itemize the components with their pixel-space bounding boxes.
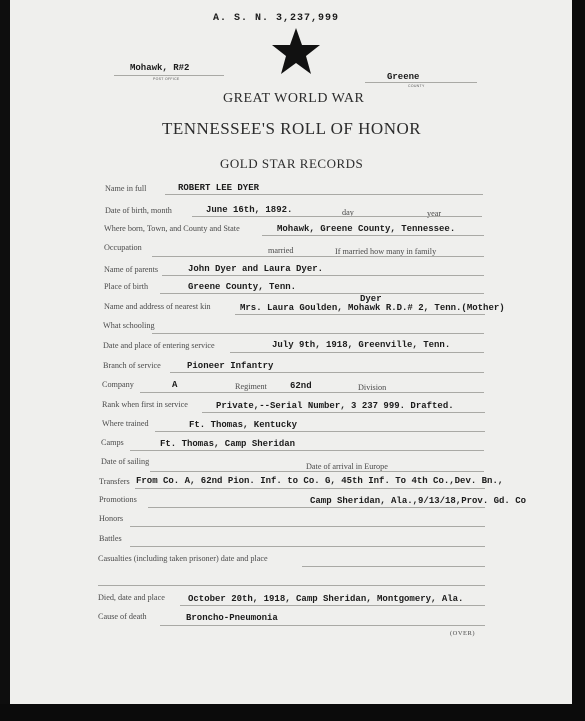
value-born: Mohawk, Greene County, Tennessee. xyxy=(277,224,456,234)
label-arrival: Date of arrival in Europe xyxy=(306,462,388,471)
label-regiment: Regiment xyxy=(235,382,267,391)
county-caption: COUNTY xyxy=(408,84,425,88)
title-gold-star-records: GOLD STAR RECORDS xyxy=(220,156,364,171)
label-schooling: What schooling xyxy=(103,321,155,330)
label-born: Where born, Town, and County and State xyxy=(104,224,240,233)
label-parents: Name of parents xyxy=(104,265,159,274)
value-died: October 20th, 1918, Camp Sheridan, Montgomery, Ala. xyxy=(188,594,464,604)
label-trained: Where trained xyxy=(102,419,149,428)
value-parents: John Dyer and Laura Dyer. xyxy=(188,264,324,274)
label-name: Name in full xyxy=(105,184,147,193)
label-cause: Cause of death xyxy=(98,612,147,621)
star-icon xyxy=(268,26,324,78)
label-camps: Camps xyxy=(101,438,124,447)
record-card xyxy=(10,0,572,704)
value-cause: Broncho-Pneumonia xyxy=(186,613,278,623)
label-family: If married how many in family xyxy=(335,247,437,256)
asn-number: A. S. N. 3,237,999 xyxy=(213,13,340,24)
label-battles: Battles xyxy=(99,534,122,543)
value-trained: Ft. Thomas, Kentucky xyxy=(189,420,298,430)
label-branch: Branch of service xyxy=(103,361,161,370)
label-day: day xyxy=(342,208,354,217)
value-camps: Ft. Thomas, Camp Sheridan xyxy=(160,439,296,449)
label-entering: Date and place of entering service xyxy=(103,341,215,350)
label-dob: Date of birth, month xyxy=(105,206,172,215)
scan-border-bottom xyxy=(0,704,585,721)
title-roll-of-honor: TENNESSEE'S ROLL OF HONOR xyxy=(162,119,422,138)
label-place-of-birth: Place of birth xyxy=(104,282,149,291)
over-note: (OVER) xyxy=(450,630,476,637)
scan-border-right xyxy=(572,0,585,721)
label-division: Division xyxy=(358,383,387,392)
label-married: married xyxy=(268,246,294,255)
value-name: ROBERT LEE DYER xyxy=(178,183,260,193)
label-year: year xyxy=(427,209,442,218)
label-honors: Honors xyxy=(99,514,124,523)
label-company: Company xyxy=(102,380,134,389)
label-sailing: Date of sailing xyxy=(101,457,150,466)
post-office-caption: POST OFFICE xyxy=(153,77,180,81)
label-occupation: Occupation xyxy=(104,243,142,252)
value-kin: Mrs. Laura Goulden, Mohawk R.D.# 2, Tenn.(Mother) xyxy=(240,303,505,313)
value-transfers-continued: Camp Sheridan, Ala.,9/13/18,Prov. Gd. Co xyxy=(310,496,527,506)
label-transfers: Transfers xyxy=(99,477,130,486)
label-promotions: Promotions xyxy=(99,495,137,504)
label-casualties: Casualties (including taken prisoner) date and place xyxy=(98,554,268,563)
value-branch: Pioneer Infantry xyxy=(187,361,274,371)
value-regiment: 62nd xyxy=(290,381,312,391)
value-rank: Private,--Serial Number, 3 237 999. Drafted. xyxy=(216,401,454,411)
value-place-of-birth: Greene County, Tenn. xyxy=(188,282,297,292)
value-company: A xyxy=(172,380,178,390)
value-kin-insert: Dyer xyxy=(360,294,382,304)
county-value: Greene xyxy=(387,72,420,82)
label-rank: Rank when first in service xyxy=(102,400,188,409)
title-great-world-war: GREAT WORLD WAR xyxy=(223,91,365,106)
value-transfers: From Co. A, 62nd Pion. Inf. to Co. G, 45th Inf. To 4th Co.,Dev. Bn., xyxy=(136,476,504,486)
value-dob: June 16th, 1892. xyxy=(206,205,293,215)
post-office-value: Mohawk, R#2 xyxy=(130,63,190,73)
label-kin: Name and address of nearest kin xyxy=(104,302,211,311)
value-entering: July 9th, 1918, Greenville, Tenn. xyxy=(272,340,451,350)
label-died: Died, date and place xyxy=(98,593,165,602)
